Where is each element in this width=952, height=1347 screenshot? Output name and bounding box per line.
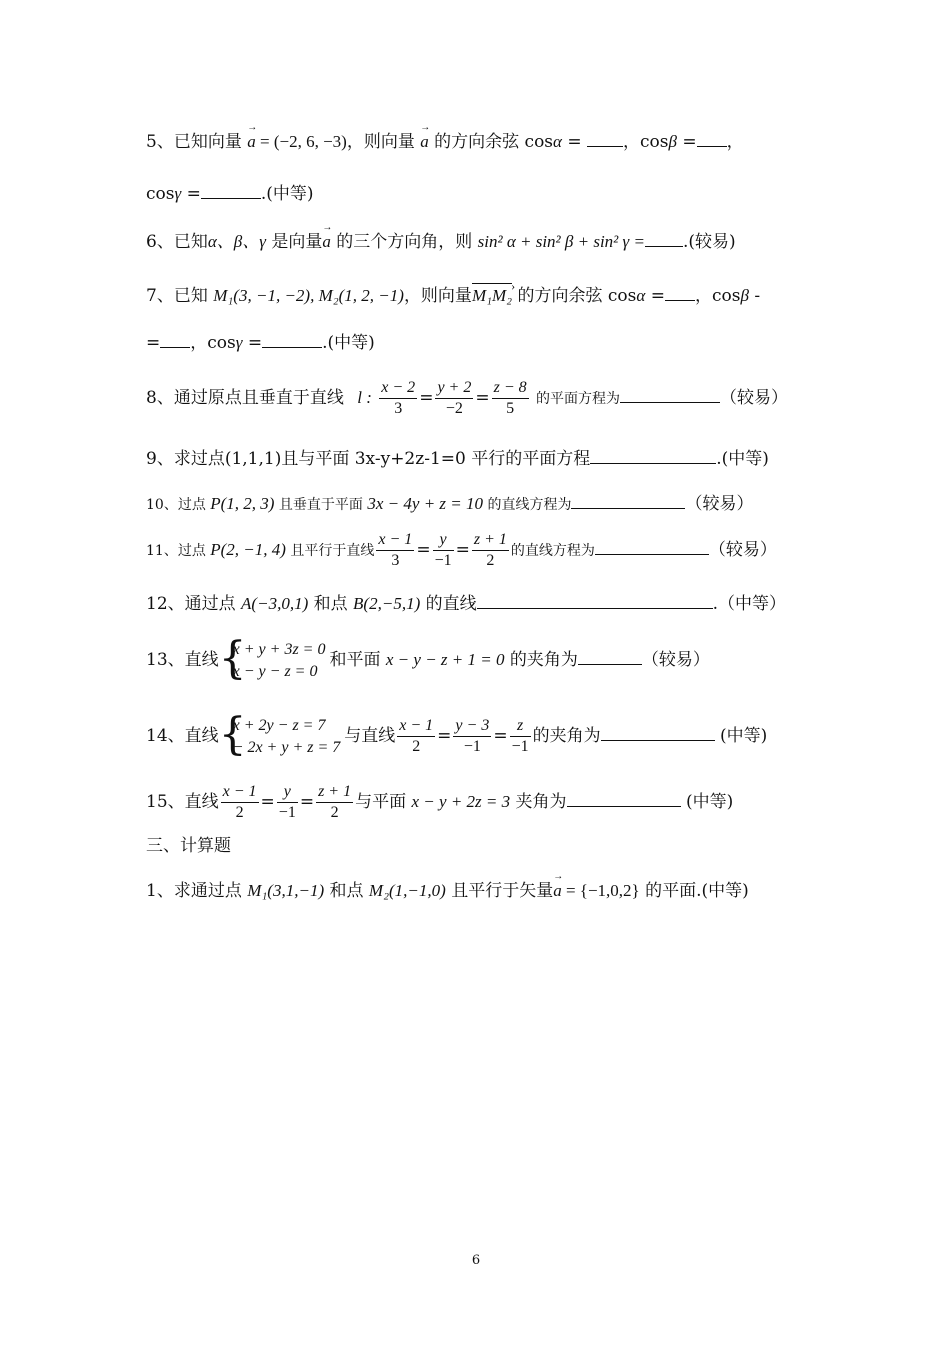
q7-eq2: = <box>146 333 161 353</box>
question-6 <box>146 230 812 253</box>
q15-prefix: 15、直线 <box>146 792 219 812</box>
q5-vector-a: → a <box>247 131 256 153</box>
q5-difficulty: .(中等) <box>260 184 314 204</box>
q13-difficulty: （较易） <box>641 650 710 670</box>
q6-text: 是向量 <box>265 232 323 252</box>
c1-vector-value: = {−1,0,2} <box>561 881 640 900</box>
q5-answer-blank-2[interactable] <box>697 130 727 147</box>
c1-point-m2: M₂(1,−1,0) <box>368 881 446 900</box>
q11-answer-blank[interactable] <box>595 538 709 555</box>
question-10 <box>146 492 812 516</box>
q8-fraction-z: $\frac{z - 8}{5}$ <box>493 379 527 417</box>
q7-gamma: γ <box>235 333 243 352</box>
q5-beta: β <box>668 132 677 151</box>
q11-fraction-z: $\frac{z + 1}{2}$ <box>473 531 507 569</box>
q11-text2: 的直线方程为 <box>510 543 595 559</box>
q8-prefix: 8、通过原点且垂直于直线 <box>146 388 344 408</box>
q9-answer-blank[interactable] <box>590 447 716 464</box>
q7-prefix: 7、已知 <box>146 286 214 306</box>
q7-answer-blank-1[interactable] <box>665 284 695 301</box>
q7-tail: - <box>748 286 761 306</box>
question-9 <box>146 447 812 470</box>
q8-fraction-x: $\frac{x - 2}{3}$ <box>381 379 416 417</box>
q7-eq: = <box>645 286 665 306</box>
q7-vector-m1m2: M₁M₂ › <box>472 283 512 307</box>
q15-text2: 夹角为 <box>510 792 567 812</box>
q15-answer-blank[interactable] <box>567 790 681 807</box>
q7-beta: β <box>740 286 749 305</box>
q7-text: ，则向量 <box>403 286 472 306</box>
q5-cos-beta: ，cos <box>623 132 669 152</box>
q6-prefix: 6、已知 <box>146 232 208 252</box>
page-number: 6 <box>471 1253 481 1268</box>
q15-fraction-z: $\frac{z + 1}{2}$ <box>318 783 352 821</box>
q7-text2: 的方向余弦 cos <box>512 286 637 306</box>
question-7 <box>146 283 812 307</box>
q12-point-a: A(−3,0,1) <box>241 594 309 613</box>
q13-text: 和平面 <box>329 650 386 670</box>
q8-answer-blank[interactable] <box>620 386 720 403</box>
q8-text: 的平面方程为 <box>536 391 621 407</box>
q11-fraction-y: $\frac{y}{-1}$ <box>434 531 452 569</box>
q7-points: M₁(3, −1, −2), M₂(1, 2, −1) <box>213 286 404 305</box>
c1-prefix: 1、求通过点 <box>146 881 248 901</box>
section-3-heading: 三、计算题 <box>146 836 231 856</box>
c1-point-m1: M₁(3,1,−1) <box>247 881 325 900</box>
q14-fraction-x: $\frac{x - 1}{2}$ <box>399 717 434 755</box>
q5-sep: ， <box>726 132 744 152</box>
q15-plane: x − y + 2z = 3 <box>411 792 511 811</box>
c1-difficulty: 的平面.(中等) <box>639 881 749 901</box>
section-title-calculation <box>146 835 812 857</box>
q12-prefix: 12、通过点 <box>146 594 242 614</box>
q5-eq4: = <box>181 184 201 204</box>
q13-system: { x + y + 3z = 0 x − y − z = 0 <box>218 632 326 684</box>
q6-expression: sin² α + sin² β + sin² γ = <box>477 232 645 251</box>
c1-text2: 且平行于矢量 <box>445 881 554 901</box>
c1-vector-a: → a <box>553 880 562 902</box>
q12-text2: 的直线 <box>420 594 477 614</box>
q7-answer-blank-3[interactable] <box>262 331 322 348</box>
q15-text: 与平面 <box>355 792 412 812</box>
q14-answer-blank[interactable] <box>601 724 715 741</box>
question-13 <box>146 632 812 684</box>
q13-answer-blank[interactable] <box>578 648 642 665</box>
c1-text: 和点 <box>324 881 369 901</box>
q14-difficulty: (中等) <box>714 726 768 746</box>
q5-vector-a2: → a <box>420 131 429 153</box>
q5-vector-value: = (−2, 6, −3) <box>255 132 347 151</box>
q10-prefix: 10、过点 <box>146 497 211 513</box>
q8-difficulty: （较易） <box>720 388 789 408</box>
q10-text2: 的直线方程为 <box>483 497 572 513</box>
q10-point: P(1, 2, 3) <box>210 494 275 513</box>
q7-cos-beta: ，cos <box>694 286 741 306</box>
q7-alpha: α <box>636 286 646 305</box>
q14-system: { x + 2y − z = 7 − 2x + y + z = 7 <box>218 708 341 760</box>
calc-question-1 <box>146 880 812 902</box>
q7-difficulty: .(中等) <box>322 333 375 353</box>
q11-point: P(2, −1, 4) <box>210 540 286 559</box>
q11-text: 且平行于直线 <box>285 543 375 559</box>
q13-prefix: 13、直线 <box>146 650 219 670</box>
q14-fraction-y: $\frac{y - 3}{-1}$ <box>455 717 490 755</box>
q5-eq3: = <box>676 132 697 152</box>
q6-vector-a: → a <box>322 231 331 253</box>
q10-text: 且垂直于平面 <box>274 497 368 513</box>
q5-prefix: 5、已知向量 <box>146 132 248 152</box>
q15-difficulty: (中等) <box>680 792 734 812</box>
q9-difficulty: .(中等) <box>716 449 769 469</box>
q5-text2: 的方向余弦 cos <box>428 132 554 152</box>
question-5-cont <box>146 182 812 205</box>
q12-difficulty: .（中等） <box>712 594 787 614</box>
q5-eq: = <box>561 132 588 152</box>
question-14: 14、直线 { x + 2y − z = 7 − 2x + y + z = 7 与直线 $\frac{x - 1}{2}$ = $\frac{y - 3}{-1}$ = $\frac{z}{-1}$ 的夹角为 (中等) <box>146 708 768 760</box>
q8-line-label: l : <box>357 388 372 407</box>
q10-answer-blank[interactable] <box>571 492 685 509</box>
q7-cos-gamma: ，cos <box>190 333 236 353</box>
q11-fraction-x: $\frac{x - 1}{3}$ <box>378 531 413 569</box>
q5-gamma: γ <box>174 184 182 203</box>
q14-text2: 的夹角为 <box>532 726 601 746</box>
q7-answer-blank-2[interactable] <box>160 331 190 348</box>
question-12 <box>146 592 812 615</box>
q5-answer-blank-3[interactable] <box>201 182 261 199</box>
q15-fraction-y: $\frac{y}{-1}$ <box>278 783 296 821</box>
q8-fraction-y: $\frac{y + 2}{-2}$ <box>437 379 472 417</box>
q9-text: 9、求过点(1,1,1)且与平面 3x-y+2z-1=0 平行的平面方程 <box>146 449 591 469</box>
q10-difficulty: （较易） <box>685 494 754 514</box>
question-5 <box>146 130 812 153</box>
question-7-cont <box>146 331 812 354</box>
q12-text: 和点 <box>308 594 354 614</box>
q6-text2: 的三个方向角，则 <box>330 232 478 252</box>
q10-plane: 3x − 4y + z = 10 <box>367 494 484 513</box>
q13-text2: 的夹角为 <box>504 650 578 670</box>
q12-answer-blank[interactable] <box>477 592 713 609</box>
q7-eq3: = <box>242 333 263 353</box>
q6-difficulty: .(较易) <box>682 232 736 252</box>
q15-fraction-x: $\frac{x - 1}{2}$ <box>222 783 257 821</box>
question-11: 11、过点 P(2, −1, 4) 且平行于直线 $\frac{x - 1}{3}$ = $\frac{y}{-1}$ = $\frac{z + 1}{2}$ 的直线方程为 （较易） <box>146 531 777 569</box>
q5-answer-blank-1[interactable] <box>587 130 623 147</box>
q6-angles: α、β、γ <box>207 232 266 251</box>
q11-difficulty: （较易） <box>708 540 777 560</box>
q14-text: 与直线 <box>344 726 396 746</box>
q6-answer-blank[interactable] <box>645 230 683 247</box>
q14-fraction-z: $\frac{z}{-1}$ <box>511 717 529 755</box>
q5-text: ，则向量 <box>346 132 421 152</box>
q5-cos-gamma: cos <box>146 184 175 204</box>
q11-prefix: 11、过点 <box>146 543 211 559</box>
question-8: 8、通过原点且垂直于直线 l : $\frac{x - 2}{3}$ = $\frac{y + 2}{-2}$ = $\frac{z - 8}{5}$ 的平面方程为 （较易） <box>146 379 789 417</box>
q13-plane: x − y − z + 1 = 0 <box>385 650 505 669</box>
question-15: 15、直线 $\frac{x - 1}{2}$ = $\frac{y}{-1}$ = $\frac{z + 1}{2}$ 与平面 x − y + 2z = 3 夹角为 (中等) <box>146 783 734 821</box>
q14-prefix: 14、直线 <box>146 726 219 746</box>
q5-alpha: α <box>553 132 562 151</box>
q12-point-b: B(2,−5,1) <box>353 594 421 613</box>
